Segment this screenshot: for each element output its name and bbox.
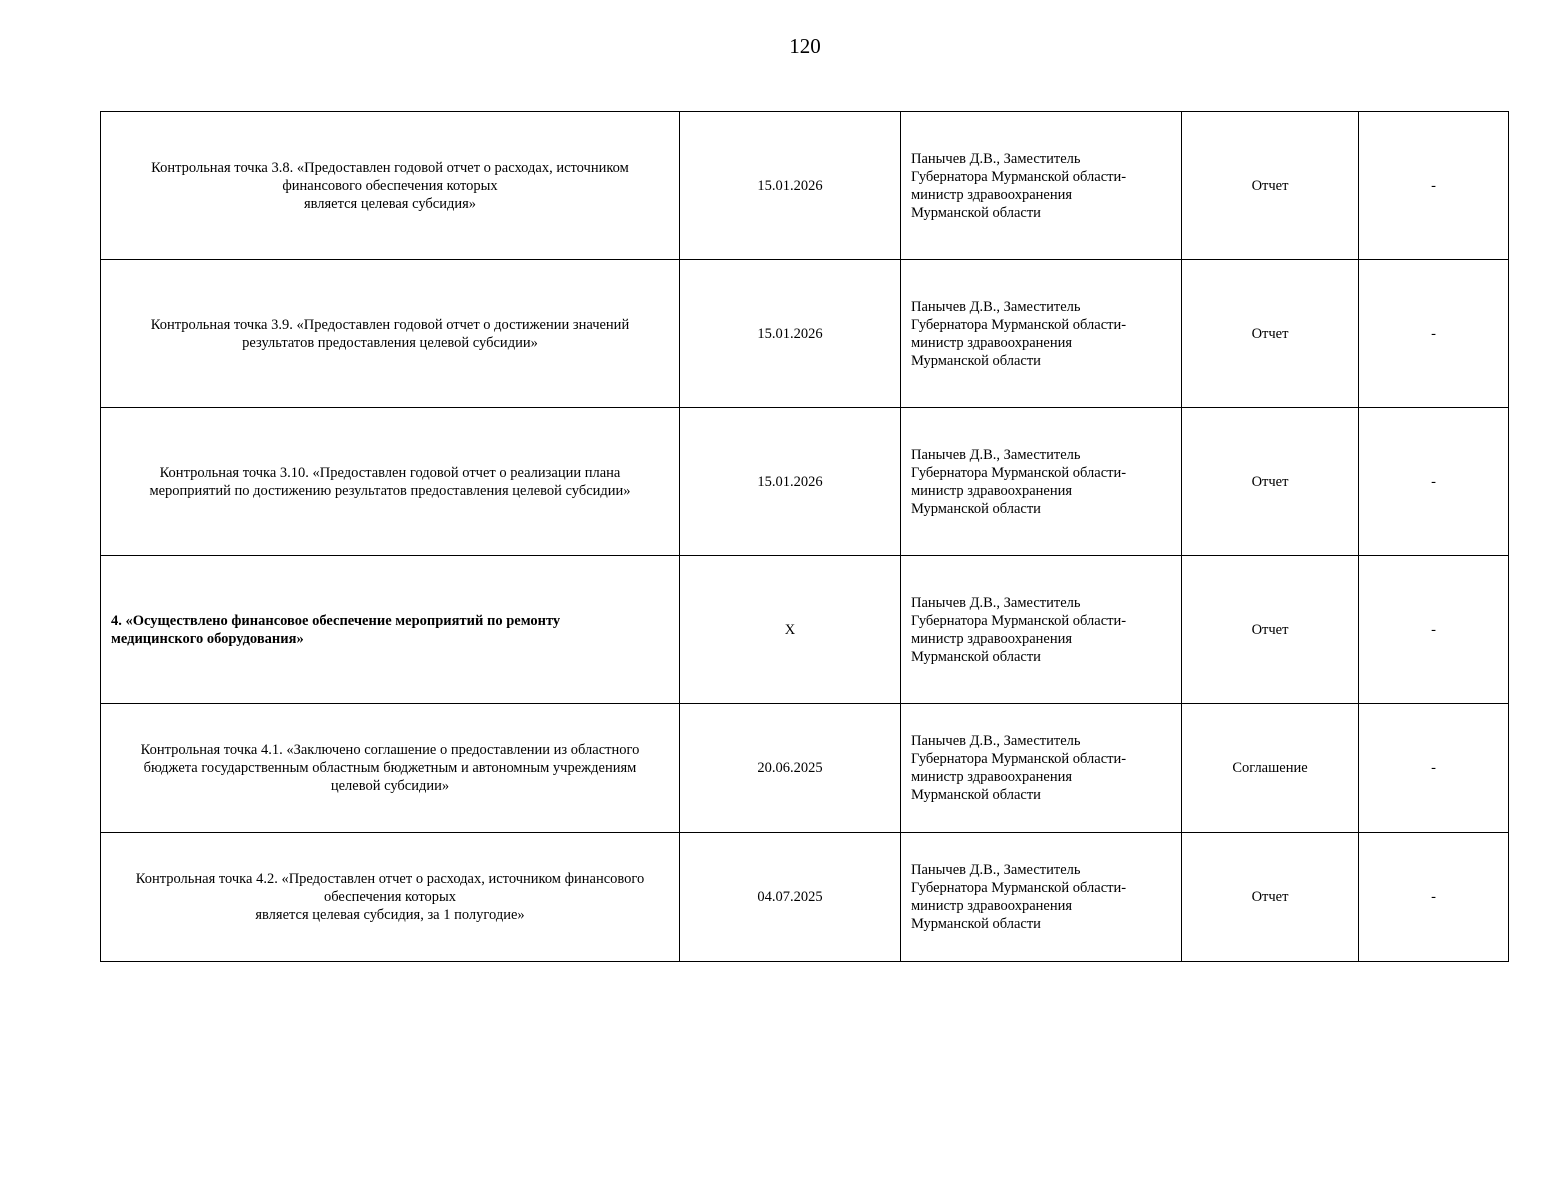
document-type-cell: Отчет bbox=[1182, 833, 1359, 962]
description-line: Контрольная точка 3.9. «Предоставлен годовой отчет о достижении значений bbox=[150, 316, 630, 333]
description-line: Контрольная точка 4.1. «Заключено соглашение о предоставлении из областного bbox=[140, 742, 640, 758]
document-type-cell: Отчет bbox=[1182, 112, 1359, 260]
responsible-line: Мурманской области bbox=[911, 787, 1041, 803]
description-line: финансового обеспечения которых bbox=[282, 177, 498, 194]
responsible-line: министр здравоохранения bbox=[911, 630, 1073, 647]
responsible-cell bbox=[901, 833, 1182, 962]
description-cell bbox=[101, 833, 680, 962]
description-line: Контрольная точка 3.8. «Предоставлен годовой отчет о расходах, источником bbox=[151, 159, 629, 176]
date-cell: 15.01.2026 bbox=[680, 112, 901, 260]
document-type-cell: Отчет bbox=[1182, 260, 1359, 408]
description-cell bbox=[101, 408, 680, 556]
responsible-cell bbox=[901, 408, 1182, 556]
responsible-line: министр здравоохранения bbox=[911, 769, 1073, 785]
responsible-cell bbox=[901, 556, 1182, 704]
description-cell bbox=[101, 556, 680, 704]
responsible-cell bbox=[901, 704, 1182, 833]
note-cell: - bbox=[1359, 260, 1509, 408]
note-cell: - bbox=[1359, 112, 1509, 260]
document-type-cell: Отчет bbox=[1182, 556, 1359, 704]
description-line: Контрольная точка 3.10. «Предоставлен годовой отчет о реализации плана bbox=[159, 464, 621, 481]
responsible-line: Мурманской области bbox=[911, 500, 1041, 517]
note-cell: - bbox=[1359, 556, 1509, 704]
table-row bbox=[101, 260, 1509, 408]
responsible-line: Губернатора Мурманской области- bbox=[911, 464, 1127, 481]
responsible-line: министр здравоохранения bbox=[911, 334, 1073, 351]
description-line: медицинского оборудования» bbox=[111, 630, 304, 647]
responsible-line: Панычев Д.В., Заместитель bbox=[911, 733, 1081, 749]
table-row bbox=[101, 408, 1509, 556]
responsible-cell bbox=[901, 112, 1182, 260]
table-row bbox=[101, 704, 1509, 833]
responsible-line: министр здравоохранения bbox=[911, 482, 1073, 499]
description-cell bbox=[101, 704, 680, 833]
responsible-line: Панычев Д.В., Заместитель bbox=[911, 594, 1081, 611]
document-type-cell: Соглашение bbox=[1182, 704, 1359, 833]
responsible-line: Мурманской области bbox=[911, 204, 1041, 221]
responsible-line: Губернатора Мурманской области- bbox=[911, 316, 1127, 333]
description-line: Контрольная точка 4.2. «Предоставлен отчет о расходах, источником финансового bbox=[135, 871, 645, 887]
date-cell: 04.07.2025 bbox=[680, 833, 901, 962]
responsible-line: министр здравоохранения bbox=[911, 186, 1073, 203]
responsible-line: Губернатора Мурманской области- bbox=[911, 751, 1127, 767]
table-row bbox=[101, 556, 1509, 704]
responsible-line: министр здравоохранения bbox=[911, 898, 1073, 914]
responsible-line: Панычев Д.В., Заместитель bbox=[911, 298, 1081, 315]
description-line: бюджета государственным областным бюджетным и автономным учреждениям bbox=[143, 760, 637, 776]
responsible-line: Мурманской области bbox=[911, 648, 1041, 665]
note-cell: - bbox=[1359, 833, 1509, 962]
description-line: результатов предоставления целевой субсидии» bbox=[242, 334, 538, 351]
date-cell: 15.01.2026 bbox=[680, 408, 901, 556]
table-row bbox=[101, 833, 1509, 962]
responsible-line: Панычев Д.В., Заместитель bbox=[911, 862, 1081, 878]
description-line: целевой субсидии» bbox=[330, 778, 450, 794]
description-cell bbox=[101, 260, 680, 408]
date-cell: 15.01.2026 bbox=[680, 260, 901, 408]
description-line: обеспечения которых bbox=[323, 889, 457, 905]
note-cell: - bbox=[1359, 408, 1509, 556]
note-cell: - bbox=[1359, 704, 1509, 833]
description-cell bbox=[101, 112, 680, 260]
description-line: является целевая субсидия, за 1 полугодие» bbox=[255, 907, 525, 923]
description-line: 4. «Осуществлено финансовое обеспечение мероприятий по ремонту bbox=[111, 612, 561, 629]
responsible-line: Губернатора Мурманской области- bbox=[911, 612, 1127, 629]
date-cell: 20.06.2025 bbox=[680, 704, 901, 833]
control-points-table bbox=[100, 111, 1509, 962]
responsible-line: Панычев Д.В., Заместитель bbox=[911, 150, 1081, 167]
responsible-line: Панычев Д.В., Заместитель bbox=[911, 446, 1081, 463]
responsible-cell bbox=[901, 260, 1182, 408]
responsible-line: Мурманской области bbox=[911, 352, 1041, 369]
responsible-line: Губернатора Мурманской области- bbox=[911, 168, 1127, 185]
table-row bbox=[101, 112, 1509, 260]
page-number: 120 bbox=[789, 34, 821, 58]
responsible-line: Губернатора Мурманской области- bbox=[911, 880, 1127, 896]
date-cell: X bbox=[680, 556, 901, 704]
description-line: является целевая субсидия» bbox=[303, 195, 477, 212]
description-line: мероприятий по достижению результатов предоставления целевой субсидии» bbox=[149, 482, 631, 499]
document-type-cell: Отчет bbox=[1182, 408, 1359, 556]
responsible-line: Мурманской области bbox=[911, 916, 1041, 932]
